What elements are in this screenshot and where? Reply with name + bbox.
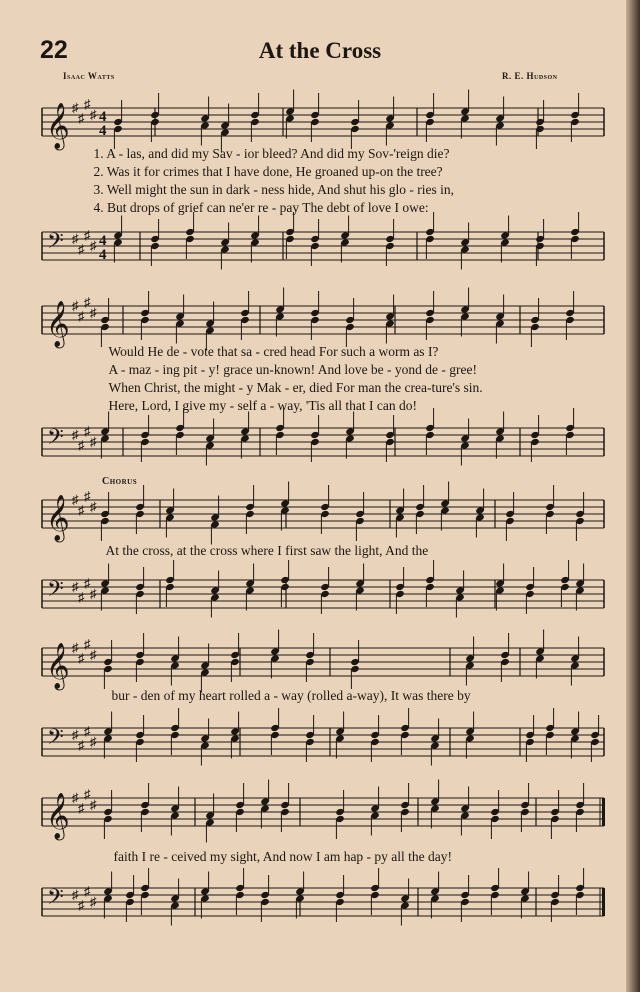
lyric-line-1-4: 4. But drops of grief can ne'er re - pay The debt of love I owe: — [93, 200, 429, 215]
treble-clef-icon: 𝄞 — [46, 103, 70, 149]
sharp-icon: ♯ — [72, 640, 79, 655]
lyric-line-2-1: Would He de - vote that sa - cred head For such a worm as I? — [108, 344, 439, 359]
sharp-icon: ♯ — [90, 238, 97, 253]
sharp-icon: ♯ — [84, 294, 91, 310]
treble-staff-system-3 — [0, 488, 640, 541]
sharp-icon: ♯ — [90, 434, 97, 449]
hymn-number: 22 — [40, 36, 68, 64]
sharp-icon: ♯ — [78, 800, 85, 816]
treble-clef-icon: 𝄞 — [46, 793, 70, 839]
bass-staff-system-4 — [0, 720, 640, 760]
sharp-icon: ♯ — [84, 883, 91, 899]
lyric-line-4-1: bur - den of my heart rolled a - way (rolled a-way), It was there by — [111, 688, 471, 703]
sharp-icon: ♯ — [84, 96, 91, 112]
bass-clef-icon: 𝄢 — [47, 229, 64, 259]
sharp-icon: ♯ — [84, 575, 91, 591]
bass-clef-icon: 𝄢 — [47, 725, 64, 755]
lyrics-system-1 — [80, 146, 600, 216]
sharp-icon: ♯ — [90, 647, 97, 662]
sharp-icon: ♯ — [72, 231, 79, 246]
composer-credit: R. E. Hudson — [502, 71, 558, 81]
sharp-icon: ♯ — [72, 887, 79, 902]
sharp-icon: ♯ — [72, 492, 79, 507]
lyric-line-3-1: At the cross, at the cross where I first saw the light, And the — [105, 543, 429, 558]
sharp-icon: ♯ — [78, 737, 85, 753]
treble-staff-system-1 — [0, 96, 640, 149]
sharp-icon: ♯ — [90, 107, 97, 122]
sharp-icon: ♯ — [78, 897, 85, 913]
bass-staff-system-1 — [0, 224, 640, 264]
sharp-icon: ♯ — [90, 586, 97, 601]
sharp-icon: ♯ — [78, 308, 85, 324]
lyric-line-1-2: 2. Was it for crimes that I have done, He groaned up-on the tree? — [93, 164, 443, 179]
bass-clef-icon: 𝄢 — [47, 577, 64, 607]
sharp-icon: ♯ — [72, 100, 79, 115]
sharp-icon: ♯ — [72, 579, 79, 594]
sharp-icon: ♯ — [78, 437, 85, 453]
sharp-icon: ♯ — [90, 305, 97, 320]
sharp-icon: ♯ — [84, 423, 91, 439]
lyrics-system-3 — [92, 543, 602, 563]
treble-clef-icon: 𝄞 — [46, 301, 70, 347]
hymn-title: At the Cross — [258, 38, 382, 63]
sharp-icon: ♯ — [90, 499, 97, 514]
sharp-icon: ♯ — [72, 727, 79, 742]
lyrics-system-4 — [98, 688, 608, 708]
lyric-line-2-3: When Christ, the might - y Mak - er, died For man the crea-ture's sin. — [108, 380, 483, 395]
bass-clef-icon: 𝄢 — [47, 885, 64, 915]
lyric-line-2-2: A - maz - ing pit - y! grace un-known! And love be - yond de - gree! — [108, 362, 478, 377]
sharp-icon: ♯ — [72, 790, 79, 805]
lyric-line-5-1: faith I re - ceived my sight, And now I am hap - py all the day! — [113, 849, 453, 864]
lyrics-system-5 — [100, 849, 610, 869]
sharp-icon: ♯ — [78, 589, 85, 605]
sharp-icon: ♯ — [78, 241, 85, 257]
sharp-icon: ♯ — [90, 797, 97, 812]
bass-staff-system-5 — [0, 880, 640, 920]
sharp-icon: ♯ — [78, 650, 85, 666]
bass-clef-icon: 𝄢 — [47, 425, 64, 455]
chorus-label: Chorus — [102, 476, 138, 487]
sharp-icon: ♯ — [84, 786, 91, 802]
sharp-icon: ♯ — [84, 227, 91, 243]
sharp-icon: ♯ — [90, 894, 97, 909]
sharp-icon: ♯ — [90, 734, 97, 749]
treble-staff-system-2 — [0, 294, 640, 347]
bass-staff-system-2 — [0, 420, 640, 460]
lyric-line-1-3: 3. Well might the sun in dark - ness hide, And shut his glo - ries in, — [93, 182, 455, 197]
treble-clef-icon: 𝄞 — [46, 495, 70, 541]
treble-clef-icon: 𝄞 — [46, 643, 70, 689]
svg-text:4: 4 — [99, 233, 107, 249]
lyricist-credit: Isaac Watts — [63, 71, 115, 81]
sharp-icon: ♯ — [72, 298, 79, 313]
sharp-icon: ♯ — [84, 723, 91, 739]
sharp-icon: ♯ — [78, 502, 85, 518]
lyric-line-1-1: 1. A - las, and did my Sav - ior bleed? And did my Sov-'reign die? — [93, 146, 450, 161]
lyric-line-2-4: Here, Lord, I give my - self a - way, 'Tis all that I can do! — [108, 398, 417, 413]
bass-staff-system-3 — [0, 572, 640, 612]
sharp-icon: ♯ — [78, 110, 85, 126]
svg-text:4: 4 — [99, 123, 107, 139]
svg-text:4: 4 — [99, 109, 107, 125]
svg-text:4: 4 — [99, 247, 107, 263]
treble-staff-system-5 — [0, 786, 640, 839]
sharp-icon: ♯ — [72, 427, 79, 442]
lyrics-system-2 — [95, 344, 605, 414]
sharp-icon: ♯ — [84, 636, 91, 652]
sharp-icon: ♯ — [84, 488, 91, 504]
treble-staff-system-4 — [0, 636, 640, 689]
